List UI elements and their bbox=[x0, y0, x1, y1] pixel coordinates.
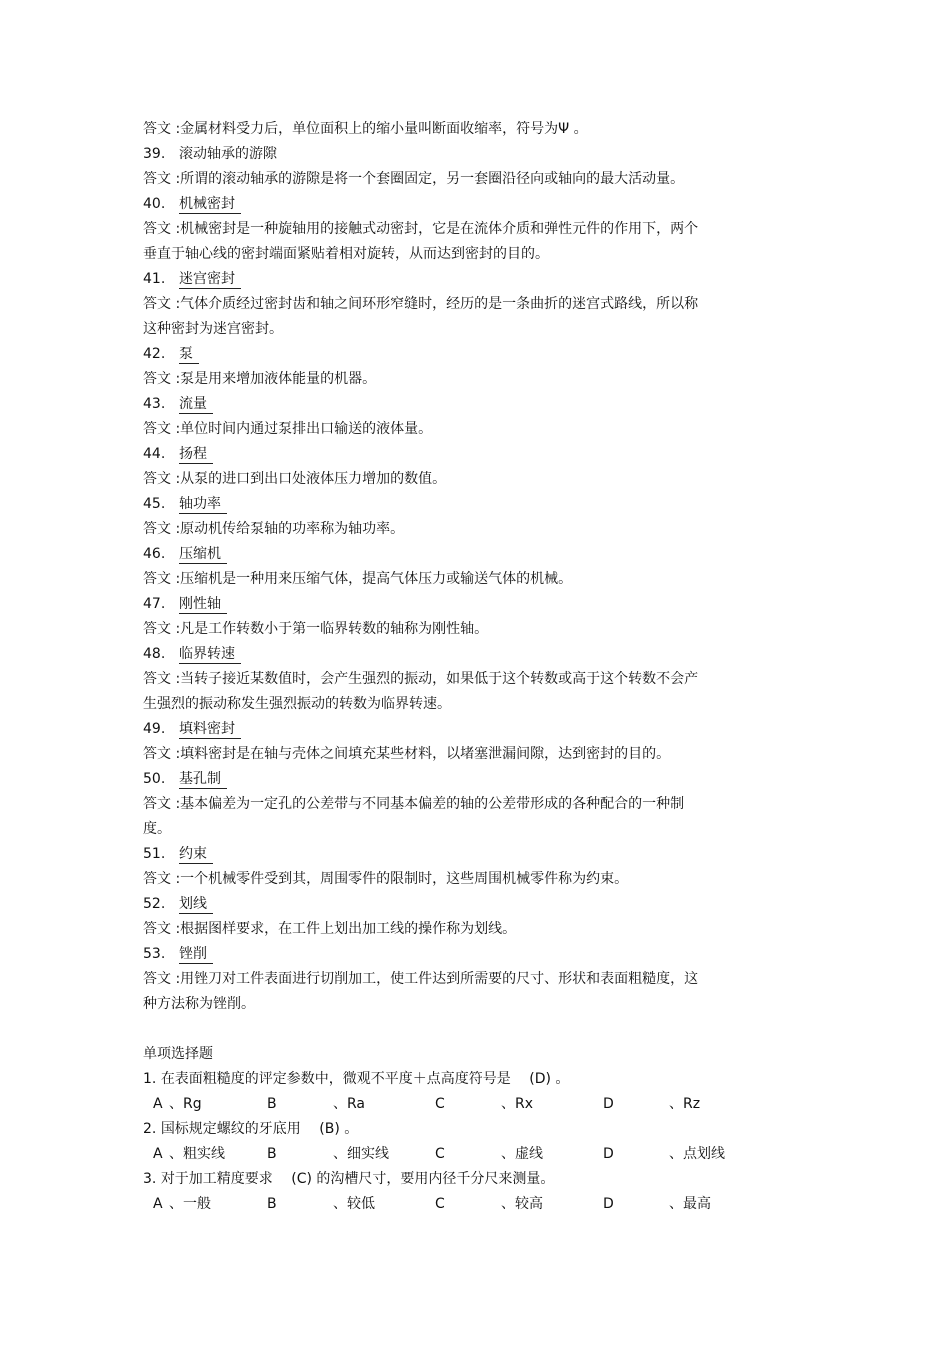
term-heading bbox=[143, 592, 743, 617]
term-number: 47. bbox=[143, 596, 166, 612]
term-heading bbox=[143, 942, 743, 967]
option-value: 、最高 bbox=[669, 1196, 711, 1212]
option-value: 、较低 bbox=[333, 1196, 375, 1212]
option-letter: A bbox=[153, 1196, 163, 1212]
answer-line: 答文 :用锉刀对工件表面进行切削加工，使工件达到所需要的尺寸、形状和表面粗糙度，这 bbox=[143, 971, 699, 987]
question-stem bbox=[143, 1117, 743, 1142]
question-stem bbox=[143, 1067, 743, 1092]
answer-line-continued: 度。 bbox=[143, 821, 171, 837]
term-heading bbox=[143, 492, 743, 517]
term-title: 刚性轴 bbox=[179, 596, 227, 614]
option-letter: C bbox=[435, 1096, 445, 1112]
option-letter: C bbox=[435, 1196, 445, 1212]
answer-line: 答文 :机械密封是一种旋轴用的接触式动密封，它是在流体介质和弹性元件的作用下，两个 bbox=[143, 221, 699, 237]
term-number: 41. bbox=[143, 271, 166, 287]
term-number: 50. bbox=[143, 771, 166, 787]
option-letter: A bbox=[153, 1096, 163, 1112]
section-title: 单项选择题 bbox=[143, 1046, 213, 1062]
term-number: 48. bbox=[143, 646, 166, 662]
term-title: 机械密封 bbox=[179, 196, 241, 214]
term-number: 49. bbox=[143, 721, 166, 737]
term-title: 锉削 bbox=[179, 946, 213, 964]
answer-line: 答文 :单位时间内通过泵排出口输送的液体量。 bbox=[143, 421, 433, 437]
option-value: 、Rz bbox=[669, 1096, 701, 1112]
term-heading bbox=[143, 142, 743, 167]
option-value: 、粗实线 bbox=[169, 1146, 225, 1162]
answer-line: 答文 :金属材料受力后，单位面积上的缩小量叫断面收缩率，符号为Ψ 。 bbox=[143, 121, 588, 137]
answer-line: 答文 :气体介质经过密封齿和轴之间环形窄缝时，经历的是一条曲折的迷宫式路线，所以称 bbox=[143, 296, 699, 312]
term-number: 43. bbox=[143, 396, 166, 412]
option-value: 、虚线 bbox=[501, 1146, 543, 1162]
option-value: 、细实线 bbox=[333, 1146, 389, 1162]
term-heading bbox=[143, 767, 743, 792]
term-number: 39. bbox=[143, 146, 166, 162]
option-letter: B bbox=[267, 1096, 277, 1112]
question-text: 对于加工精度要求 bbox=[160, 1171, 273, 1187]
term-title: 基孔制 bbox=[179, 771, 227, 789]
answer-line: 答文 :凡是工作转数小于第一临界转数的轴称为刚性轴。 bbox=[143, 621, 489, 637]
question-options bbox=[143, 1192, 743, 1217]
option-letter: D bbox=[603, 1096, 614, 1112]
question-stem bbox=[143, 1167, 743, 1192]
option-value: 、Rg bbox=[169, 1096, 202, 1112]
question-number: 1. bbox=[143, 1071, 161, 1087]
option-value: 、一般 bbox=[169, 1196, 211, 1212]
answer-line-continued: 种方法称为锉削。 bbox=[143, 996, 255, 1012]
term-number: 51. bbox=[143, 846, 166, 862]
document-content bbox=[143, 117, 743, 1217]
answer-line: 答文 :一个机械零件受到其，周围零件的限制时，这些周围机械零件称为约束。 bbox=[143, 871, 629, 887]
term-heading bbox=[143, 192, 743, 217]
answer-line: 答文 :根据图样要求，在工件上划出加工线的操作称为划线。 bbox=[143, 921, 517, 937]
term-title: 泵 bbox=[179, 346, 199, 364]
answer-line-continued: 这种密封为迷宫密封。 bbox=[143, 321, 283, 337]
option-letter: D bbox=[603, 1196, 614, 1212]
option-letter: A bbox=[153, 1146, 163, 1162]
answer-line: 答文 :泵是用来增加液体能量的机器。 bbox=[143, 371, 377, 387]
term-number: 46. bbox=[143, 546, 166, 562]
answer-line: 答文 :基本偏差为一定孔的公差带与不同基本偏差的轴的公差带形成的各种配合的一种制 bbox=[143, 796, 685, 812]
question-answer: (C) 的沟槽尺寸，要用内径千分尺来测量。 bbox=[286, 1171, 555, 1187]
term-title: 填料密封 bbox=[179, 721, 241, 739]
term-title: 滚动轴承的游隙 bbox=[179, 146, 277, 162]
term-number: 44. bbox=[143, 446, 166, 462]
answer-line-continued: 生强烈的振动称发生强烈振动的转数为临界转速。 bbox=[143, 696, 451, 712]
question-number: 3. bbox=[143, 1171, 161, 1187]
term-title: 轴功率 bbox=[179, 496, 227, 514]
term-title: 划线 bbox=[179, 896, 213, 914]
question-number: 2. bbox=[143, 1121, 161, 1137]
term-number: 40. bbox=[143, 196, 166, 212]
term-heading bbox=[143, 842, 743, 867]
answer-line: 答文 :所谓的滚动轴承的游隙是将一个套圈固定，另一套圈沿径向或轴向的最大活动量。 bbox=[143, 171, 685, 187]
option-value: 、Ra bbox=[333, 1096, 365, 1112]
term-heading bbox=[143, 342, 743, 367]
term-heading bbox=[143, 892, 743, 917]
term-title: 扬程 bbox=[179, 446, 213, 464]
answer-line: 答文 :从泵的进口到出口处液体压力增加的数值。 bbox=[143, 471, 447, 487]
question-options bbox=[143, 1142, 743, 1167]
question-text: 在表面粗糙度的评定参数中，微观不平度＋点高度符号是 bbox=[160, 1071, 511, 1087]
term-heading bbox=[143, 542, 743, 567]
question-text: 国标规定螺纹的牙底用 bbox=[160, 1121, 301, 1137]
term-number: 52. bbox=[143, 896, 166, 912]
section-gap bbox=[143, 1017, 743, 1042]
term-heading bbox=[143, 442, 743, 467]
option-value: 、较高 bbox=[501, 1196, 543, 1212]
term-title: 迷宫密封 bbox=[179, 271, 241, 289]
answer-line-continued: 垂直于轴心线的密封端面紧贴着相对旋转，从而达到密封的目的。 bbox=[143, 246, 549, 262]
question-options bbox=[143, 1092, 743, 1117]
term-number: 45. bbox=[143, 496, 166, 512]
option-value: 、Rx bbox=[501, 1096, 534, 1112]
option-letter: B bbox=[267, 1146, 277, 1162]
term-title: 流量 bbox=[179, 396, 213, 414]
answer-line: 答文 :当转子接近某数值时，会产生强烈的振动，如果低于这个转数或高于这个转数不会产 bbox=[143, 671, 699, 687]
question-answer: (B) 。 bbox=[314, 1121, 359, 1137]
answer-line: 答文 :填料密封是在轴与壳体之间填充某些材料，以堵塞泄漏间隙，达到密封的目的。 bbox=[143, 746, 671, 762]
term-heading bbox=[143, 717, 743, 742]
question-answer: (D) 。 bbox=[524, 1071, 570, 1087]
option-value: 、点划线 bbox=[669, 1146, 725, 1162]
term-title: 约束 bbox=[179, 846, 213, 864]
option-letter: B bbox=[267, 1196, 277, 1212]
term-heading bbox=[143, 392, 743, 417]
term-title: 临界转速 bbox=[179, 646, 241, 664]
answer-line: 答文 :压缩机是一种用来压缩气体，提高气体压力或输送气体的机械。 bbox=[143, 571, 573, 587]
option-letter: D bbox=[603, 1146, 614, 1162]
term-heading bbox=[143, 267, 743, 292]
term-heading bbox=[143, 642, 743, 667]
option-letter: C bbox=[435, 1146, 445, 1162]
answer-line: 答文 :原动机传给泵轴的功率称为轴功率。 bbox=[143, 521, 405, 537]
term-title: 压缩机 bbox=[179, 546, 227, 564]
term-number: 42. bbox=[143, 346, 166, 362]
term-number: 53. bbox=[143, 946, 166, 962]
